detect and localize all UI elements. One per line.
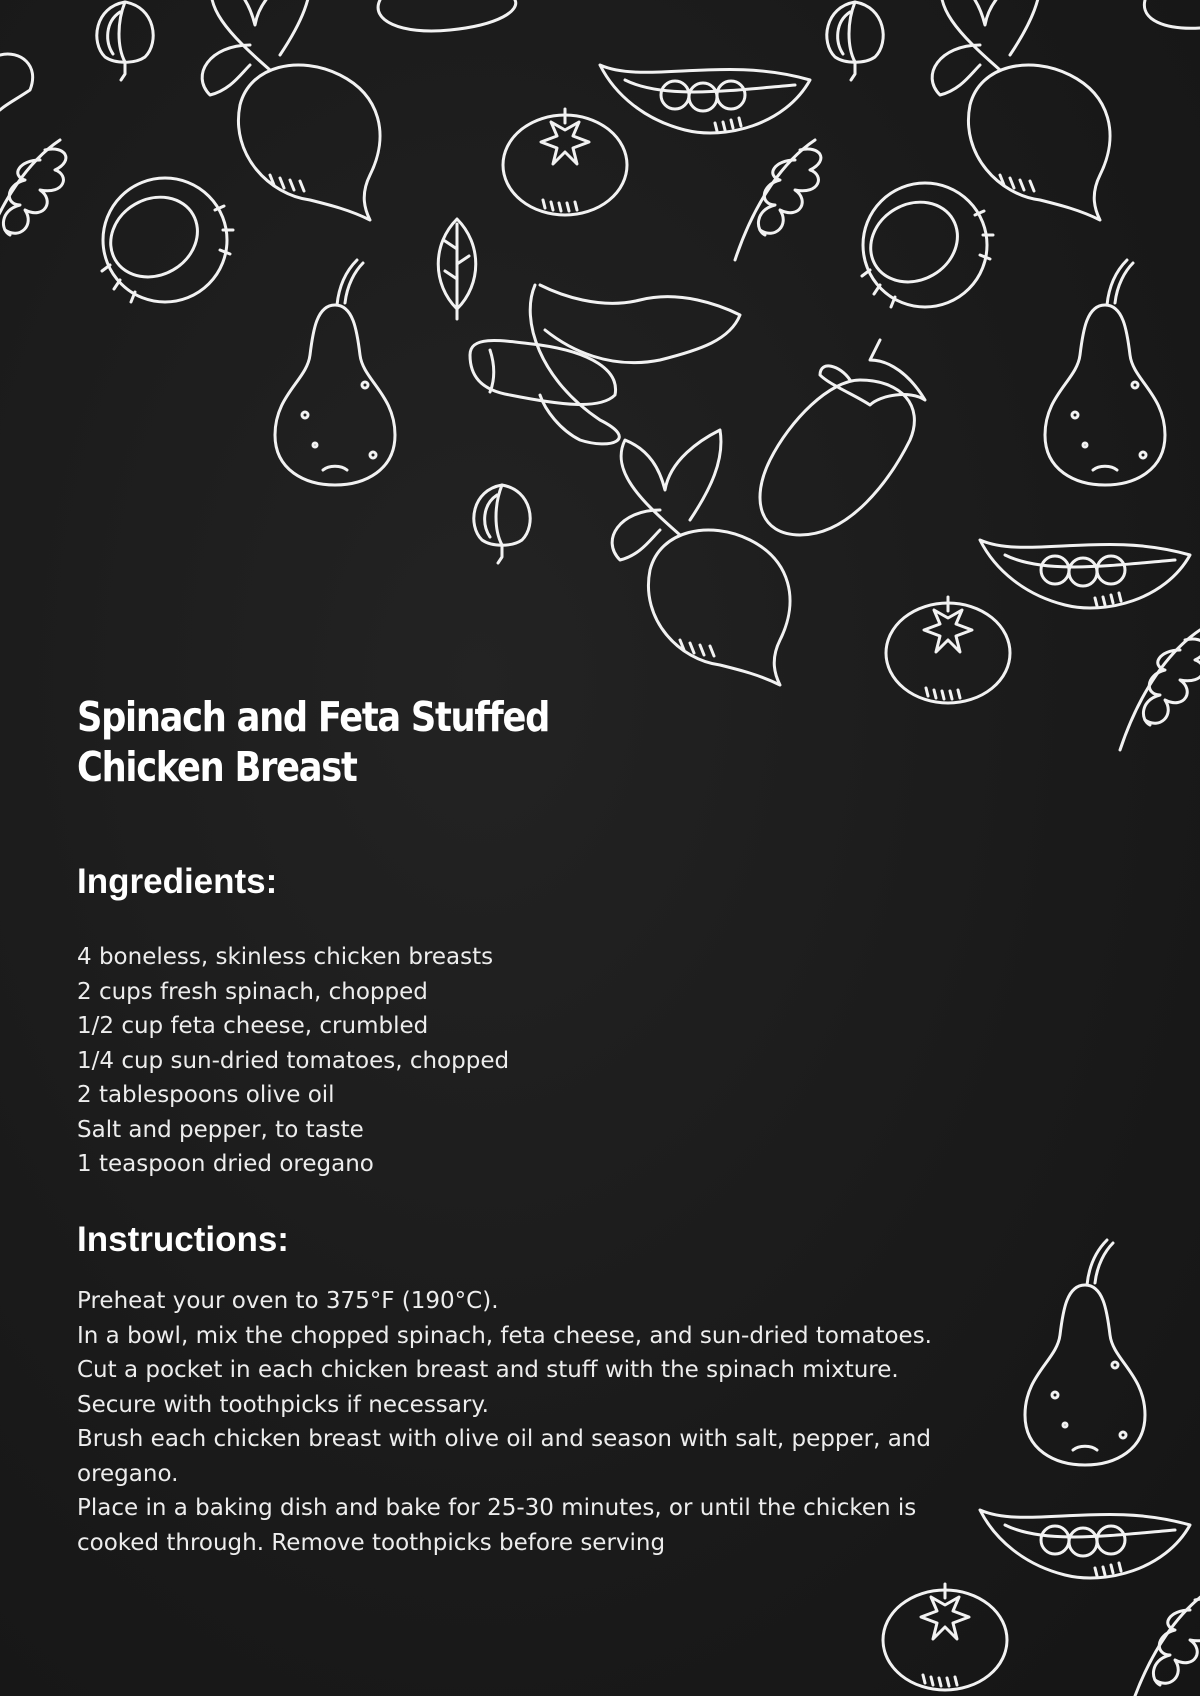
radish-icon bbox=[932, 0, 1110, 220]
list-item: 2 tablespoons olive oil bbox=[77, 1082, 335, 1108]
instruction-step: Cut a pocket in each chicken breast and stuff with the spinach mixture. Secure with toothpicks if necessary. bbox=[77, 1357, 899, 1418]
cucumber-icon bbox=[470, 341, 616, 405]
ingredients-list bbox=[77, 940, 509, 1182]
radish-icon bbox=[202, 0, 380, 220]
instruction-step: Place in a baking dish and bake for 25-30 minutes, or until the chicken is cooked through. Remove toothpicks before serving bbox=[77, 1495, 917, 1556]
coconut-icon bbox=[856, 183, 993, 307]
instruction-step: Preheat your oven to 375°F (190°C). bbox=[77, 1288, 499, 1314]
banana-icon bbox=[530, 285, 619, 444]
leaf-icon bbox=[735, 140, 821, 260]
instruction-step: Brush each chicken breast with olive oil and season with salt, pepper, and oregano. bbox=[77, 1426, 931, 1487]
instructions-list bbox=[77, 1284, 977, 1560]
pea-pod-icon bbox=[980, 1510, 1190, 1578]
recipe-title bbox=[77, 692, 610, 792]
leaf-icon bbox=[1120, 630, 1200, 750]
radish-icon bbox=[612, 430, 790, 685]
garlic-icon bbox=[827, 2, 883, 80]
instruction-step: In a bowl, mix the chopped spinach, feta cheese, and sun-dried tomatoes. bbox=[77, 1322, 932, 1349]
leaf-icon bbox=[1130, 1590, 1200, 1696]
pea-pod-icon bbox=[980, 540, 1190, 608]
leaf-icon bbox=[0, 140, 66, 260]
tomato-icon bbox=[886, 597, 1010, 703]
pear-icon bbox=[1025, 1240, 1145, 1465]
garlic-icon bbox=[474, 485, 530, 563]
ingredients-heading: Ingredients: bbox=[77, 862, 278, 901]
list-item: Salt and pepper, to taste bbox=[77, 1116, 364, 1143]
recipe-title-line-2: Chicken Breast bbox=[77, 743, 357, 791]
tomato-icon bbox=[503, 109, 627, 215]
leaf-icon bbox=[438, 219, 476, 319]
list-item: 4 boneless, skinless chicken breasts bbox=[77, 944, 494, 970]
list-item: 1/2 cup feta cheese, crumbled bbox=[77, 1013, 429, 1039]
garlic-icon bbox=[97, 2, 153, 80]
list-item: 1 teaspoon dried oregano bbox=[77, 1151, 374, 1177]
coconut-icon bbox=[96, 178, 233, 302]
list-item: 1/4 cup sun-dried tomatoes, chopped bbox=[77, 1047, 510, 1074]
tomato-icon bbox=[378, 0, 516, 31]
recipe-title-line-1: Spinach and Feta Stuffed bbox=[77, 693, 550, 741]
tomato-icon bbox=[883, 1584, 1007, 1690]
instructions-heading: Instructions: bbox=[77, 1220, 289, 1259]
pear-icon bbox=[1045, 260, 1165, 485]
pear-icon bbox=[275, 260, 395, 485]
pea-pod-icon bbox=[600, 65, 810, 133]
eggplant-icon bbox=[760, 380, 914, 535]
list-item: 2 cups fresh spinach, chopped bbox=[77, 978, 428, 1005]
